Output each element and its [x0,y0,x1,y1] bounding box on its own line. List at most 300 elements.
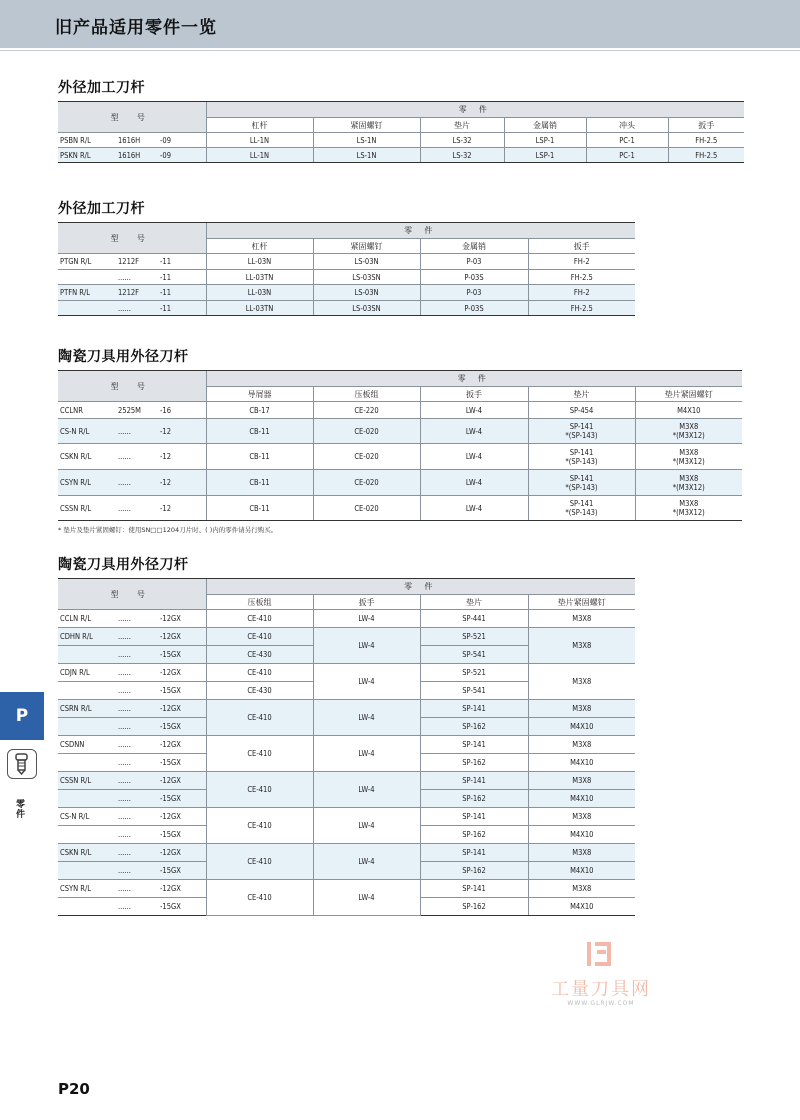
table-row [58,133,744,148]
part-cell: LL-1N [206,148,313,163]
part-cell: LL-1N [206,133,313,148]
model-series: CDJN R/L [60,668,90,677]
part-cell: SP-141 [420,880,528,898]
part-cell: CE-410 [206,808,313,844]
part-cell: LS-03N [313,285,420,301]
model-header: 型 号 [58,102,206,133]
part-cell: SP-141 [420,772,528,790]
part-cell: P-03S [420,270,528,285]
column-header: 扳手 [528,239,635,254]
part-cell: SP-541 [420,646,528,664]
part-cell: SP-141 [420,808,528,826]
part-cell: M3X8 [528,628,635,664]
model-series: CSYN R/L [60,884,92,893]
column-header: 垫片紧固螺钉 [528,595,635,610]
model-series: CSKN R/L [60,848,92,857]
table-row [58,402,742,419]
model-suffix: -11 [160,288,172,297]
table-row [58,496,742,521]
model-series: CCLN R/L [60,614,92,623]
part-cell: SP-141 [420,844,528,862]
model-size: ...... [118,866,131,875]
parts-table-2 [58,222,635,316]
cell-line: SP-141 [569,447,594,457]
part-cell: CE-410 [206,628,313,646]
part-cell: SP-162 [420,826,528,844]
part-cell: M4X10 [528,898,635,916]
model-suffix: -09 [160,150,172,160]
part-cell: LW-4 [313,610,420,628]
column-header: 金属销 [504,118,586,133]
model-suffix: -15GX [160,650,181,659]
part-cell: LW-4 [313,844,420,880]
model-series: CSSN R/L [60,503,92,513]
part-cell: M3X8 [528,772,635,790]
part-cell: CE-220 [313,402,420,419]
model-code [58,722,206,731]
model-suffix: -12 [160,503,172,513]
table-row [58,444,742,470]
watermark-url: WWW.GLRJW.COM [567,1000,635,1007]
model-code [58,136,206,145]
page-number: P20 [58,1080,90,1098]
model-code [58,632,206,641]
model-size: 1616H [118,150,141,160]
part-cell: FH-2 [528,254,635,270]
part-cell: FH-2.5 [668,133,744,148]
part-cell: LW-4 [420,496,528,521]
part-cell [635,444,742,470]
section-title-4: 陶瓷刀具用外径刀杆 [58,557,189,573]
part-cell: P-03 [420,254,528,270]
cell-line: *(SP-143) [565,508,598,517]
model-suffix: -12GX [160,704,181,713]
column-header: 垫片 [420,118,504,133]
part-cell: LW-4 [313,772,420,808]
part-cell: CB-11 [206,444,313,470]
model-cell [58,133,206,148]
parts-header: 零 件 [206,579,635,595]
model-series: PSBN R/L [60,135,91,145]
page-header [0,0,800,48]
model-size: 1616H [118,135,141,145]
model-suffix: -12GX [160,614,181,623]
model-code [58,257,206,266]
part-cell: CE-410 [206,664,313,682]
model-cell [58,419,206,444]
part-cell: LW-4 [313,700,420,736]
model-size: ...... [118,776,131,785]
parts-header: 零 件 [206,371,742,387]
part-cell: SP-141 [420,736,528,754]
model-size: 1212F [118,257,140,266]
model-header: 型 号 [58,223,206,254]
model-cell [58,700,206,718]
table-row [58,301,635,316]
model-suffix: -12 [160,452,172,461]
model-suffix: -12GX [160,884,181,893]
model-code [58,902,206,911]
table-row [58,270,635,285]
model-cell [58,148,206,163]
header-divider [0,50,800,51]
part-cell: SP-454 [528,402,635,419]
table-row [58,736,635,754]
part-cell: FH-2.5 [528,270,635,285]
model-cell [58,285,206,301]
table-row [58,148,744,163]
part-cell: LW-4 [420,419,528,444]
part-cell: M3X8 [528,700,635,718]
part-cell: SP-162 [420,862,528,880]
part-cell: CE-430 [206,682,313,700]
model-suffix: -12GX [160,776,181,785]
model-series: CSRN R/L [60,704,92,713]
part-cell: CE-410 [206,736,313,772]
model-size: ...... [118,704,131,713]
part-cell: M4X10 [635,402,742,419]
footnote: * 垫片及垫片紧固螺钉：使用SN□□1204刀片时、( )内的零件请另行购买。 [58,526,278,534]
model-cell [58,664,206,682]
model-cell [58,610,206,628]
model-cell [58,496,206,521]
model-code [58,504,206,513]
part-cell: LW-4 [420,444,528,470]
part-cell: LS-03SN [313,270,420,285]
part-cell: CE-020 [313,470,420,496]
part-cell: CE-020 [313,496,420,521]
model-series: PSKN R/L [60,150,91,160]
model-cell [58,254,206,270]
column-header: 杠杆 [206,118,313,133]
model-code [58,288,206,297]
part-cell [528,444,635,470]
model-size: ...... [118,503,131,513]
part-cell: CE-410 [206,880,313,916]
part-cell: LL-03TN [206,270,313,285]
column-header: 垫片 [420,595,528,610]
model-size: ...... [118,740,131,749]
part-cell: LW-4 [420,402,528,419]
table-row [58,664,635,682]
column-header: 扳手 [313,595,420,610]
part-cell: FH-2.5 [668,148,744,163]
cell-line: M3X8 [679,499,699,508]
column-header: 压板组 [206,595,313,610]
table-row [58,419,742,444]
part-cell [635,496,742,521]
model-code [58,758,206,767]
model-cell [58,646,206,664]
table-row [58,628,635,646]
tool-part-icon-svg [8,750,35,777]
model-series: CS-N R/L [60,812,90,821]
table-row [58,285,635,301]
model-code [58,478,206,487]
part-cell: M3X8 [528,844,635,862]
part-cell: SP-141 [420,700,528,718]
column-header: 紧固螺钉 [313,239,420,254]
part-cell: LW-4 [313,808,420,844]
part-cell: M4X10 [528,754,635,772]
parts-header: 零 件 [206,223,635,239]
model-suffix: -12 [160,478,172,487]
model-code [58,884,206,893]
model-code [58,866,206,875]
model-cell [58,808,206,826]
part-cell: SP-441 [420,610,528,628]
model-code [58,273,206,282]
model-series: PTFN R/L [60,288,90,297]
part-cell: SP-521 [420,664,528,682]
part-cell: LS-1N [313,148,420,163]
cell-line: *(SP-143) [565,431,598,440]
part-cell: CB-11 [206,470,313,496]
part-cell: P-03S [420,301,528,316]
column-header: 杠杆 [206,239,313,254]
part-cell: CB-11 [206,496,313,521]
section-title-1: 外径加工刀杆 [58,80,145,96]
model-suffix: -11 [160,303,172,313]
brand-mark-icon [585,940,613,968]
model-cell [58,402,206,419]
part-cell: LW-4 [313,880,420,916]
model-code [58,776,206,785]
part-cell: CB-11 [206,419,313,444]
part-cell: M3X8 [528,664,635,700]
model-size: ...... [118,902,131,911]
part-cell: M4X10 [528,790,635,808]
column-header: 垫片 [528,387,635,402]
model-series: CCLNR [60,405,83,415]
part-cell: FH-2 [528,285,635,301]
model-suffix: -15GX [160,758,181,767]
table-row [58,610,635,628]
cell-line: SP-141 [569,473,594,483]
cell-line: *(M3X12) [672,456,705,466]
model-size: ...... [118,426,131,436]
model-suffix: -12 [160,426,172,436]
part-cell: LS-32 [420,148,504,163]
model-suffix: -15GX [160,686,181,695]
model-code [58,151,206,160]
model-suffix: -12GX [160,812,181,821]
model-suffix: -11 [160,257,172,266]
cell-line: M3X8 [679,447,699,457]
part-cell: LW-4 [313,628,420,664]
model-suffix: -15GX [160,794,181,803]
model-size: ...... [118,848,131,857]
part-cell [635,419,742,444]
model-series: CDHN R/L [60,632,93,641]
cell-line: *(M3X12) [672,431,705,440]
section-title-3: 陶瓷刀具用外径刀杆 [58,349,189,365]
column-header: 垫片紧固螺钉 [635,387,742,402]
section-title-2: 外径加工刀杆 [58,201,145,217]
part-cell: SP-541 [420,682,528,700]
model-suffix: -09 [160,135,172,145]
category-tab-p[interactable]: P [0,692,44,740]
model-suffix: -12GX [160,668,181,677]
model-suffix: -15GX [160,830,181,839]
table-row [58,700,635,718]
watermark-text: 工量刀具网 [551,979,651,1000]
table-row [58,772,635,790]
part-cell: LSP-1 [504,148,586,163]
model-size: ...... [118,632,131,641]
model-size: ...... [118,272,131,282]
model-series: CSYN R/L [60,478,92,487]
page-title: 旧产品适用零件一览 [55,18,217,38]
model-code [58,650,206,659]
model-header: 型 号 [58,579,206,610]
column-header: 金属销 [420,239,528,254]
part-cell: SP-162 [420,898,528,916]
table-row [58,880,635,898]
model-cell [58,718,206,736]
model-size: ...... [118,478,131,487]
model-code [58,812,206,821]
model-suffix: -12GX [160,740,181,749]
part-cell: SP-521 [420,628,528,646]
part-cell: LL-03TN [206,301,313,316]
model-cell [58,826,206,844]
part-cell: CE-020 [313,444,420,470]
model-size: ...... [118,668,131,677]
part-cell: SP-162 [420,718,528,736]
part-cell: M3X8 [528,610,635,628]
part-cell: M4X10 [528,826,635,844]
part-cell: LS-1N [313,133,420,148]
model-cell [58,754,206,772]
model-code [58,406,206,415]
part-cell: CE-410 [206,700,313,736]
part-cell: CE-410 [206,610,313,628]
part-cell [528,496,635,521]
cell-line: *(M3X12) [672,508,705,517]
model-cell [58,301,206,316]
model-series: CSDNN [60,740,85,749]
table-row [58,844,635,862]
part-cell: M3X8 [528,736,635,754]
part-cell: PC-1 [586,133,668,148]
column-header: 扳手 [668,118,744,133]
model-size: 1212F [118,288,140,297]
model-header: 型 号 [58,371,206,402]
part-cell [528,470,635,496]
parts-table-3 [58,370,742,521]
model-series: CSKN R/L [60,452,92,461]
model-cell [58,682,206,700]
part-cell: CE-410 [206,844,313,880]
table-row [58,470,742,496]
column-header: 冲头 [586,118,668,133]
table-row [58,254,635,270]
cell-line: M3X8 [679,422,699,431]
column-header: 紧固螺钉 [313,118,420,133]
model-code [58,740,206,749]
model-cell [58,628,206,646]
model-size: ...... [118,303,131,313]
model-size: ...... [118,722,131,731]
model-size: ...... [118,884,131,893]
model-cell [58,444,206,470]
part-cell: LS-03N [313,254,420,270]
model-cell [58,898,206,916]
part-cell: LL-03N [206,285,313,301]
model-code [58,614,206,623]
model-size: ...... [118,650,131,659]
cell-line: M3X8 [679,473,699,483]
model-series: CSSN R/L [60,776,92,785]
parts-table-1 [58,101,744,163]
model-suffix: -12GX [160,848,181,857]
model-cell [58,470,206,496]
part-cell: LW-4 [313,736,420,772]
model-series: PTGN R/L [60,257,92,266]
part-cell [635,470,742,496]
part-cell: CE-020 [313,419,420,444]
model-code [58,452,206,461]
model-size: ...... [118,758,131,767]
model-cell [58,790,206,808]
model-cell [58,844,206,862]
model-code [58,830,206,839]
part-cell: SP-162 [420,754,528,772]
model-code [58,848,206,857]
model-suffix: -15GX [160,902,181,911]
part-cell: M3X8 [528,880,635,898]
model-size: 2525M [118,405,141,415]
part-cell: LS-03SN [313,301,420,316]
cell-line: *(SP-143) [565,456,598,466]
part-cell: LL-03N [206,254,313,270]
part-cell: LSP-1 [504,133,586,148]
part-cell: SP-162 [420,790,528,808]
model-code [58,668,206,677]
model-cell [58,880,206,898]
model-cell [58,270,206,285]
part-cell: PC-1 [586,148,668,163]
parts-table-4 [58,578,635,916]
model-size: ...... [118,452,131,461]
column-header: 导屑器 [206,387,313,402]
column-header: 压板组 [313,387,420,402]
model-suffix: -11 [160,272,172,282]
model-suffix: -12GX [160,632,181,641]
part-cell: CE-410 [206,772,313,808]
model-code [58,704,206,713]
part-cell: CB-17 [206,402,313,419]
model-code [58,686,206,695]
cell-line: *(M3X12) [672,482,705,492]
model-cell [58,772,206,790]
part-cell: CE-430 [206,646,313,664]
model-suffix: -15GX [160,866,181,875]
model-size: ...... [118,614,131,623]
parts-header: 零 件 [206,102,744,118]
model-code [58,794,206,803]
part-cell: M4X10 [528,718,635,736]
cell-line: SP-141 [569,499,594,508]
model-cell [58,736,206,754]
model-cell [58,862,206,880]
part-cell [528,419,635,444]
watermark-logo [534,940,668,1012]
part-cell: LW-4 [313,664,420,700]
table-row [58,808,635,826]
model-size: ...... [118,830,131,839]
